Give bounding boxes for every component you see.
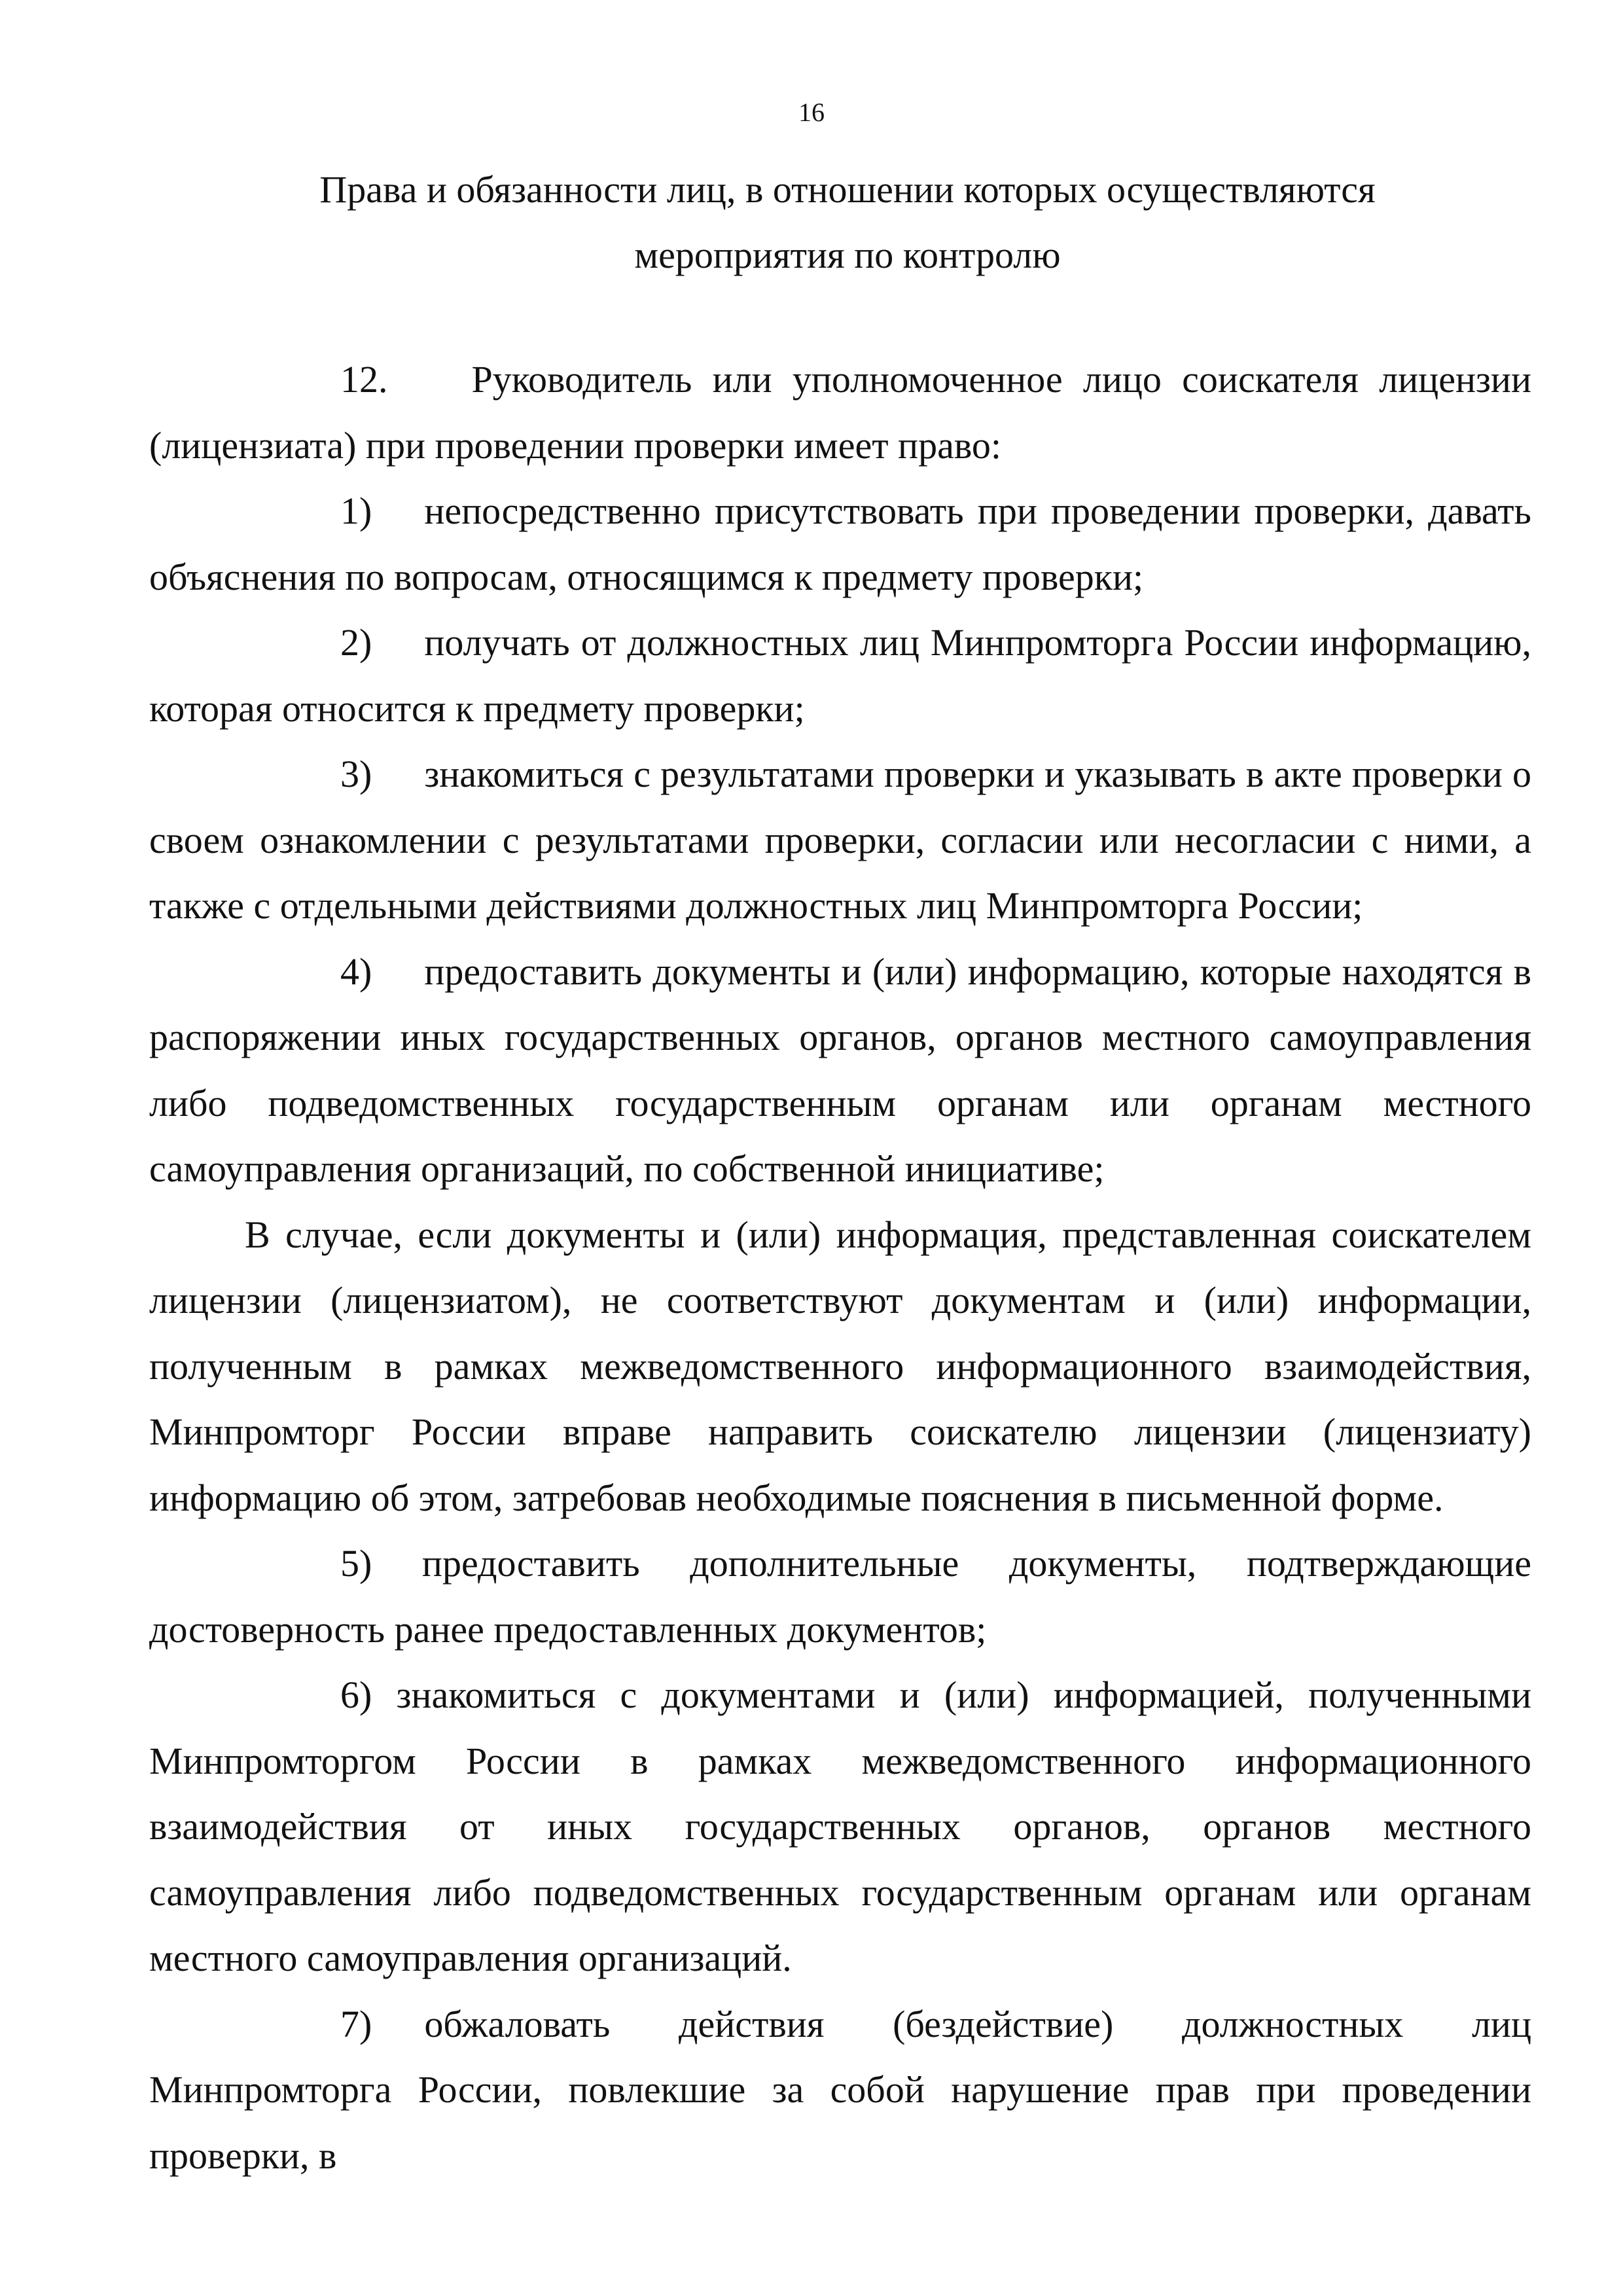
item-text: предоставить дополнительные документы, подтверждающие достоверность ранее предоставленных документов;	[149, 1542, 1531, 1651]
item-text: предоставить документы и (или) информацию, которые находятся в распоряжении иных государственных органов, органов местного самоуправления либо подведомственных государственным органам или органам местного самоуправления организаций, по собственной инициативе;	[149, 950, 1531, 1190]
paragraph-item-3	[149, 742, 1531, 939]
document-body	[149, 347, 1531, 2189]
item-number: 5)	[340, 1542, 372, 1585]
paragraph-item-2	[149, 610, 1531, 742]
paragraph-item-7	[149, 1992, 1531, 2189]
item-number: 2)	[340, 621, 372, 664]
paragraph-note	[149, 1202, 1531, 1532]
paragraph-item-1	[149, 478, 1531, 610]
paragraph-item-5	[149, 1531, 1531, 1662]
paragraph-item-6	[149, 1662, 1531, 1992]
section-title-line-1: Права и обязанности лиц, в отношении которых осуществляются	[319, 168, 1376, 211]
item-text: непосредственно присутствовать при проведении проверки, давать объяснения по вопросам, относящимся к предмету проверки;	[149, 490, 1531, 598]
item-number: 7)	[340, 2002, 372, 2045]
item-number: 4)	[340, 950, 372, 993]
item-text: получать от должностных лиц Минпромторга России информацию, которая относится к предмету проверки;	[149, 621, 1531, 730]
item-number: 6)	[340, 1674, 372, 1716]
paragraph-text: Руководитель или уполномоченное лицо соискателя лицензии (лицензиата) при проведении проверки имеет право:	[149, 358, 1531, 467]
paragraph-12	[149, 347, 1531, 478]
item-text: обжаловать действия (бездействие) должностных лиц Минпромторга России, повлекшие за собой нарушение прав при проведении проверки, в	[149, 2002, 1531, 2177]
item-number: 3)	[340, 753, 372, 795]
item-text: знакомиться с документами и (или) информацией, полученными Минпромторгом России в рамках межведомственного информационного взаимодействия от иных государственных органов, органов местного самоуправления либо подведомственных государственным органам или органам местного самоуправления организаций.	[149, 1674, 1531, 1979]
section-title-line-2: мероприятия по контролю	[634, 234, 1061, 276]
section-title	[249, 157, 1446, 288]
item-number: 1)	[340, 490, 372, 532]
item-text: В случае, если документы и (или) информация, представленная соискателем лицензии (лицензиатом), не соответствуют документам и (или) информации, полученным в рамках межведомственного информационного взаимодействия, Минпромторг России вправе направить соискателю лицензии (лицензиату) информацию об этом, затребовав необходимые пояснения в письменной форме.	[149, 1213, 1531, 1519]
page-number: 16	[798, 98, 825, 127]
paragraph-item-4	[149, 939, 1531, 1202]
item-text: знакомиться с результатами проверки и указывать в акте проверки о своем ознакомлении с результатами проверки, согласии или несогласии с ними, а также с отдельными действиями должностных лиц Минпромторга России;	[149, 753, 1531, 927]
paragraph-number: 12.	[340, 358, 388, 401]
